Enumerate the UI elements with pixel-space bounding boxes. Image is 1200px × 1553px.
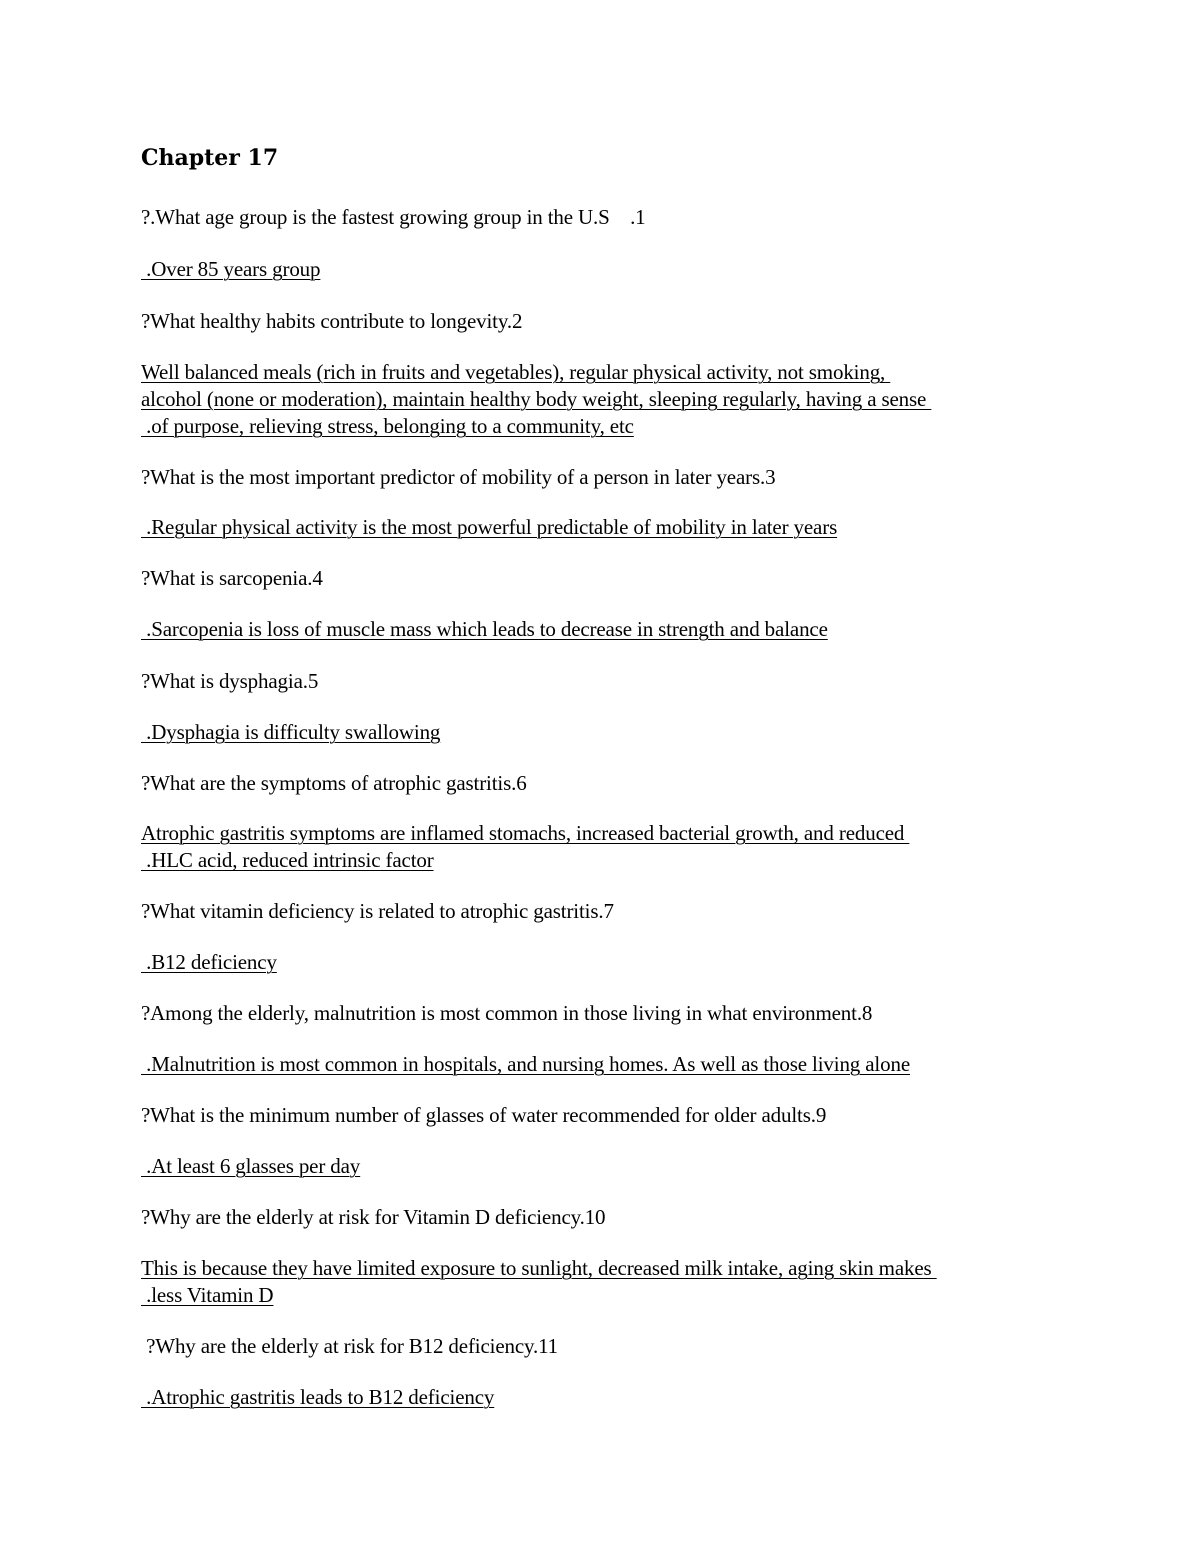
- answer-6-line-2: .HLC acid, reduced intrinsic factor: [141, 848, 434, 872]
- question-2: ?What healthy habits contribute to longevity.2: [141, 309, 523, 333]
- answer-3-line-1: .Regular physical activity is the most powerful predictable of mobility in later years: [141, 515, 838, 539]
- document-page: [141, 0, 1061, 1553]
- question-6: ?What are the symptoms of atrophic gastritis.6: [141, 771, 527, 795]
- question-5: ?What is dysphagia.5: [141, 669, 319, 693]
- answer-8-line-1: .Malnutrition is most common in hospitals, and nursing homes. As well as those living alone: [141, 1052, 910, 1076]
- answer-9-line-1: .At least 6 glasses per day: [141, 1154, 361, 1178]
- answer-10-line-1: This is because they have limited exposure to sunlight, decreased milk intake, aging skin makes: [141, 1256, 937, 1280]
- answer-10-line-2: .less Vitamin D: [141, 1283, 274, 1307]
- question-10: ?Why are the elderly at risk for Vitamin D deficiency.10: [141, 1205, 606, 1229]
- answer-2-line-1: Well balanced meals (rich in fruits and vegetables), regular physical activity, not smoking,: [141, 360, 891, 384]
- answer-5-line-1: .Dysphagia is difficulty swallowing: [141, 720, 441, 744]
- answer-1-line-1: .Over 85 years group: [141, 257, 321, 281]
- answer-7-line-1: .B12 deficiency: [141, 950, 277, 974]
- question-9: ?What is the minimum number of glasses of water recommended for older adults.9: [141, 1103, 827, 1127]
- question-3: ?What is the most important predictor of mobility of a person in later years.3: [141, 465, 776, 489]
- answer-2-line-3: .of purpose, relieving stress, belonging to a community, etc: [141, 414, 634, 438]
- answer-2-line-2: alcohol (none or moderation), maintain healthy body weight, sleeping regularly, having a sense: [141, 387, 932, 411]
- page-title: Chapter 17: [141, 145, 279, 171]
- question-1: ?.What age group is the fastest growing group in the U.S .1: [141, 205, 646, 229]
- question-4: ?What is sarcopenia.4: [141, 566, 323, 590]
- answer-11-line-1: .Atrophic gastritis leads to B12 deficiency: [141, 1385, 495, 1409]
- answer-4-line-1: .Sarcopenia is loss of muscle mass which leads to decrease in strength and balance: [141, 617, 828, 641]
- question-7: ?What vitamin deficiency is related to atrophic gastritis.7: [141, 899, 614, 923]
- question-8: ?Among the elderly, malnutrition is most common in those living in what environment.8: [141, 1001, 873, 1025]
- question-11: ?Why are the elderly at risk for B12 deficiency.11: [141, 1334, 559, 1358]
- answer-6-line-1: Atrophic gastritis symptoms are inflamed stomachs, increased bacterial growth, and reduced: [141, 821, 910, 845]
